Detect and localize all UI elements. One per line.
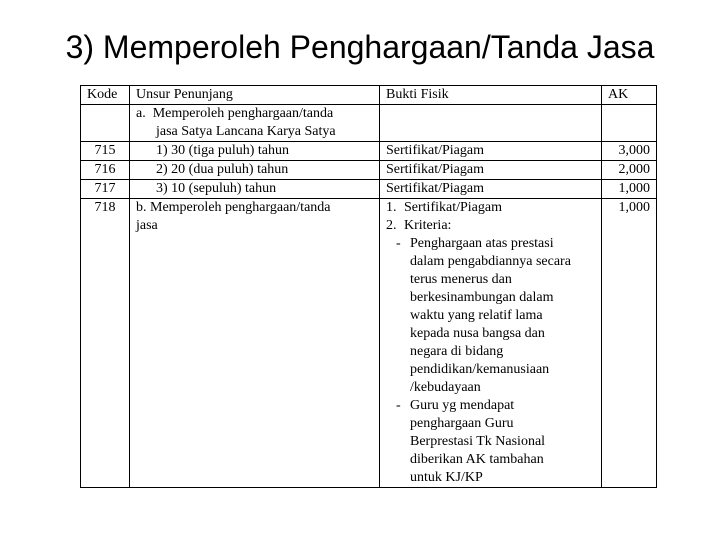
section-a-row [81, 105, 657, 142]
slide-title: 3) Memperoleh Penghargaan/Tanda Jasa [65, 29, 655, 65]
criteria-line: negara di bidang [410, 344, 504, 359]
table-row [81, 161, 657, 180]
section-a-line2: jasa Satya Lancana Karya Satya [156, 124, 336, 139]
criteria-line: terus menerus dan [410, 272, 512, 287]
criteria-line: dalam pengabdiannya secara [410, 254, 571, 269]
section-a-line1: Memperoleh penghargaan/tanda [152, 106, 334, 121]
ak-cell: 1,000 [602, 199, 657, 488]
unsur-cell [130, 199, 380, 488]
ak-cell: 2,000 [602, 161, 657, 180]
header-unsur: Unsur Penunjang [130, 86, 380, 105]
ak-cell: 1,000 [602, 180, 657, 199]
table-row-718 [81, 199, 657, 488]
criteria-line: Penghargaan atas prestasi [410, 236, 554, 251]
bukti-cell [380, 199, 602, 488]
section-a-bukti [380, 105, 602, 142]
criteria-line: untuk KJ/KP [410, 470, 483, 485]
unsur-line2: jasa [136, 218, 158, 233]
header-kode: Kode [81, 86, 130, 105]
unsur-text: 3) 10 (sepuluh) tahun [156, 181, 277, 196]
bukti-cell: Sertifikat/Piagam [380, 180, 602, 199]
criteria-line: Berprestasi Tk Nasional [410, 434, 546, 449]
kode-cell: 716 [81, 161, 130, 180]
section-a-ak [602, 105, 657, 142]
dash-bullet: - [396, 236, 401, 251]
kode-cell: 718 [81, 199, 130, 488]
unsur-cell [130, 142, 380, 161]
section-a-kode [81, 105, 130, 142]
header-ak: AK [602, 86, 657, 105]
unsur-text: 1) 30 (tiga puluh) tahun [156, 143, 289, 158]
table-row [81, 180, 657, 199]
criteria-line: waktu yang relatif lama [410, 308, 543, 323]
unsur-line1: b. Memperoleh penghargaan/tanda [136, 200, 331, 215]
dash-bullet: - [396, 398, 401, 413]
header-bukti: Bukti Fisik [380, 86, 602, 105]
criteria-line: Guru yg mendapat [410, 398, 515, 413]
kode-cell: 717 [81, 180, 130, 199]
ak-cell: 3,000 [602, 142, 657, 161]
bukti-item-1-number: 1. [386, 200, 397, 215]
criteria-line: kepada nusa bangsa dan [410, 326, 545, 341]
bukti-item-1 [386, 199, 595, 217]
bukti-item-2 [386, 217, 595, 235]
criteria-line: berkesinambungan dalam [410, 290, 554, 305]
kode-cell: 715 [81, 142, 130, 161]
bukti-item-2-text: Kriteria: [404, 218, 452, 233]
criteria-line: /kebudayaan [410, 380, 481, 395]
section-a-label: a. [136, 106, 146, 121]
unsur-cell [130, 161, 380, 180]
penunjang-table [80, 85, 657, 488]
criteria-line: penghargaan Guru [410, 416, 514, 431]
unsur-cell [130, 180, 380, 199]
section-a-unsur [130, 105, 380, 142]
bukti-item-1-text: Sertifikat/Piagam [404, 200, 502, 215]
unsur-text: 2) 20 (dua puluh) tahun [156, 162, 289, 177]
bukti-item-2-number: 2. [386, 218, 397, 233]
bukti-cell: Sertifikat/Piagam [380, 161, 602, 180]
header-row [81, 86, 657, 105]
criteria-line: diberikan AK tambahan [410, 452, 544, 467]
bukti-cell: Sertifikat/Piagam [380, 142, 602, 161]
criteria-item [386, 235, 595, 397]
table-row [81, 142, 657, 161]
criteria-item [386, 397, 595, 487]
criteria-line: pendidikan/kemanusiaan [410, 362, 550, 377]
